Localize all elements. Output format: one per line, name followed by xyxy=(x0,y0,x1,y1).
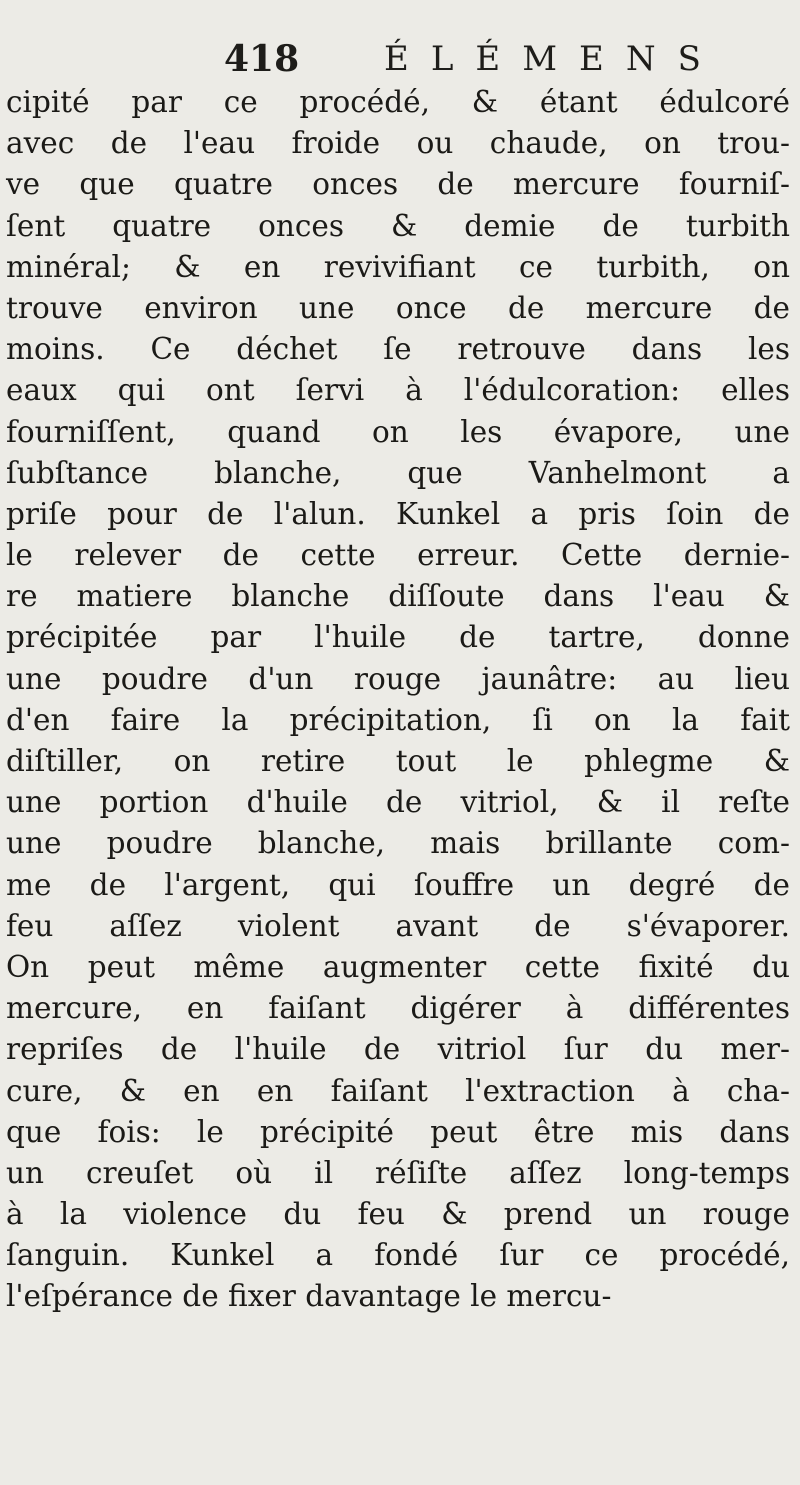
body-text xyxy=(6,82,790,1318)
text-line: avec de l'eau froide ou chaude, on trou- xyxy=(6,126,790,161)
text-line: cure, & en en faiſant l'extraction à cha- xyxy=(6,1073,790,1108)
text-line: trouve environ une once de mercure de xyxy=(6,290,790,325)
running-head: ÉLÉMENS xyxy=(384,39,723,79)
text-line: ſent quatre onces & demie de turbith xyxy=(6,208,790,243)
text-line: à la violence du feu & prend un rouge xyxy=(6,1197,790,1232)
text-line: ſanguin. Kunkel a fondé ſur ce procédé, xyxy=(6,1238,790,1273)
text-line: un creuſet où il réſiſte aſſez long-temps xyxy=(6,1155,790,1190)
text-line: me de l'argent, qui ſouffre un degré de xyxy=(6,867,790,902)
page-number: 418 xyxy=(224,38,300,80)
text-line: moins. Ce déchet ſe retrouve dans les xyxy=(6,332,790,367)
text-line: une poudre blanche, mais brillante com- xyxy=(6,826,790,861)
text-line: feu aſſez violent avant de s'évaporer. xyxy=(6,908,790,943)
text-line: re matiere blanche diſſoute dans l'eau & xyxy=(6,579,790,614)
text-line: eaux qui ont ſervi à l'édulcoration: elles xyxy=(6,373,790,408)
text-line: que fois: le précipité peut être mis dans xyxy=(6,1114,790,1149)
text-line: repriſes de l'huile de vitriol ſur du mer- xyxy=(6,1032,790,1067)
text-line: minéral; & en revivifiant ce turbith, on xyxy=(6,249,790,284)
text-line: mercure, en faiſant digérer à différentes xyxy=(6,991,790,1026)
text-line: une portion d'huile de vitriol, & il reſte xyxy=(6,785,790,820)
text-line: On peut même augmenter cette fixité du xyxy=(6,949,790,984)
text-line: d'en faire la précipitation, ſi on la fait xyxy=(6,702,790,737)
text-line: ve que quatre onces de mercure fourniſ- xyxy=(6,167,790,202)
text-line: l'eſpérance de fixer davantage le mercu- xyxy=(6,1279,612,1314)
text-line: une poudre d'un rouge jaunâtre: au lieu xyxy=(6,661,790,696)
text-line: priſe pour de l'alun. Kunkel a pris ſoin de xyxy=(6,496,790,531)
text-line: ſubſtance blanche, que Vanhelmont a xyxy=(6,455,790,490)
text-line: cipité par ce procédé, & étant édulcoré xyxy=(6,85,790,119)
text-line: précipitée par l'huile de tartre, donne xyxy=(6,620,790,655)
text-line: diſtiller, on retire tout le phlegme & xyxy=(6,744,790,778)
text-line: fourniſſent, quand on les évapore, une xyxy=(6,414,790,449)
text-line: le relever de cette erreur. Cette dernie- xyxy=(6,538,790,573)
page-header xyxy=(224,34,784,84)
